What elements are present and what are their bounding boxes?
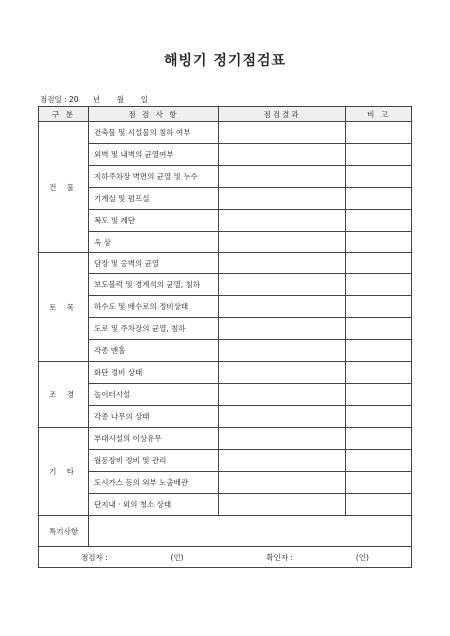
category-cell: 조 경	[39, 362, 89, 428]
header-note: 비 고	[346, 107, 412, 122]
result-cell[interactable]	[219, 450, 346, 472]
note-cell[interactable]	[346, 144, 412, 166]
note-cell[interactable]	[346, 166, 412, 188]
result-cell[interactable]	[219, 166, 346, 188]
result-cell[interactable]	[219, 274, 346, 296]
table-row	[39, 210, 412, 232]
result-cell[interactable]	[219, 384, 346, 406]
table-row	[39, 318, 412, 340]
check-item: 도로 및 주차장의 균열, 침하	[89, 318, 219, 340]
note-cell[interactable]	[346, 122, 412, 144]
note-cell[interactable]	[346, 384, 412, 406]
header-category: 구 분	[39, 107, 89, 122]
note-cell[interactable]	[346, 362, 412, 384]
table-row	[39, 472, 412, 494]
result-cell[interactable]	[219, 362, 346, 384]
note-cell[interactable]	[346, 340, 412, 362]
note-cell[interactable]	[346, 472, 412, 494]
table-row	[39, 296, 412, 318]
result-cell[interactable]	[219, 406, 346, 428]
category-cell: 토 목	[39, 253, 89, 362]
result-cell[interactable]	[219, 144, 346, 166]
result-cell[interactable]	[219, 210, 346, 232]
inspection-date: 점검일 : 20 년 월 일	[40, 95, 148, 104]
table-row	[39, 494, 412, 516]
result-cell[interactable]	[219, 428, 346, 450]
result-cell[interactable]	[219, 296, 346, 318]
table-row	[39, 274, 412, 296]
table-body	[39, 122, 412, 516]
header-row	[39, 107, 412, 122]
signature-row	[39, 547, 412, 568]
result-cell[interactable]	[219, 472, 346, 494]
note-cell[interactable]	[346, 296, 412, 318]
table-row	[39, 340, 412, 362]
note-cell[interactable]	[346, 188, 412, 210]
note-cell[interactable]	[346, 210, 412, 232]
table-row	[39, 232, 412, 253]
check-item: 놀이터시설	[89, 384, 219, 406]
note-cell[interactable]	[346, 428, 412, 450]
table-row	[39, 144, 412, 166]
category-cell: 건 물	[39, 122, 89, 253]
special-notes-row	[39, 516, 412, 547]
table-row	[39, 253, 412, 274]
signature-cell	[39, 547, 412, 568]
table-row	[39, 384, 412, 406]
check-item: 부대시설의 이상유무	[89, 428, 219, 450]
check-item: 지하주차장 벽면의 균열 및 누수	[89, 166, 219, 188]
inspector-seal: (인)	[170, 552, 184, 562]
result-cell[interactable]	[219, 253, 346, 274]
check-item: 복도 및 계단	[89, 210, 219, 232]
special-notes-field[interactable]	[89, 516, 412, 547]
note-cell[interactable]	[346, 274, 412, 296]
check-item: 기계실 및 펌프실	[89, 188, 219, 210]
table-row	[39, 450, 412, 472]
result-cell[interactable]	[219, 340, 346, 362]
table-row	[39, 166, 412, 188]
page-title: 해빙기 정기점검표	[163, 53, 287, 69]
note-cell[interactable]	[346, 318, 412, 340]
result-cell[interactable]	[219, 494, 346, 516]
result-cell[interactable]	[219, 232, 346, 253]
result-cell[interactable]	[219, 122, 346, 144]
table-row	[39, 188, 412, 210]
header-result: 점검결과	[219, 107, 346, 122]
confirmer-label: 확인자 :	[266, 552, 294, 562]
special-notes-label: 특기사항	[39, 516, 89, 547]
category-cell: 기 타	[39, 428, 89, 516]
check-item: 하수도 및 배수로의 정비상태	[89, 296, 219, 318]
table-row	[39, 406, 412, 428]
check-item: 외벽 및 내벽의 균열여부	[89, 144, 219, 166]
check-item: 담장 및 옹벽의 균열	[89, 253, 219, 274]
note-cell[interactable]	[346, 253, 412, 274]
check-item: 월동장비 정비 및 관리	[89, 450, 219, 472]
note-cell[interactable]	[346, 232, 412, 253]
note-cell[interactable]	[346, 450, 412, 472]
check-item: 단지내 · 외의 청소 상태	[89, 494, 219, 516]
result-cell[interactable]	[219, 188, 346, 210]
result-cell[interactable]	[219, 318, 346, 340]
confirmer-seal: (인)	[355, 552, 369, 562]
inspection-table	[38, 106, 412, 568]
check-item: 도시가스 등의 외부 노출배관	[89, 472, 219, 494]
check-item: 보도블럭 및 경계석의 균열, 침하	[89, 274, 219, 296]
inspector-label: 점검자 :	[81, 552, 108, 562]
check-item: 각종 맨홀	[89, 340, 219, 362]
table-row	[39, 122, 412, 144]
table-row	[39, 428, 412, 450]
table-row	[39, 362, 412, 384]
header-items: 점 검 사 항	[89, 107, 219, 122]
check-item: 각종 나무의 상태	[89, 406, 219, 428]
check-item: 화단 정비 상태	[89, 362, 219, 384]
check-item: 옥 상	[89, 232, 219, 253]
note-cell[interactable]	[346, 494, 412, 516]
note-cell[interactable]	[346, 406, 412, 428]
check-item: 건축물 및 시설물의 침하 여부	[89, 122, 219, 144]
